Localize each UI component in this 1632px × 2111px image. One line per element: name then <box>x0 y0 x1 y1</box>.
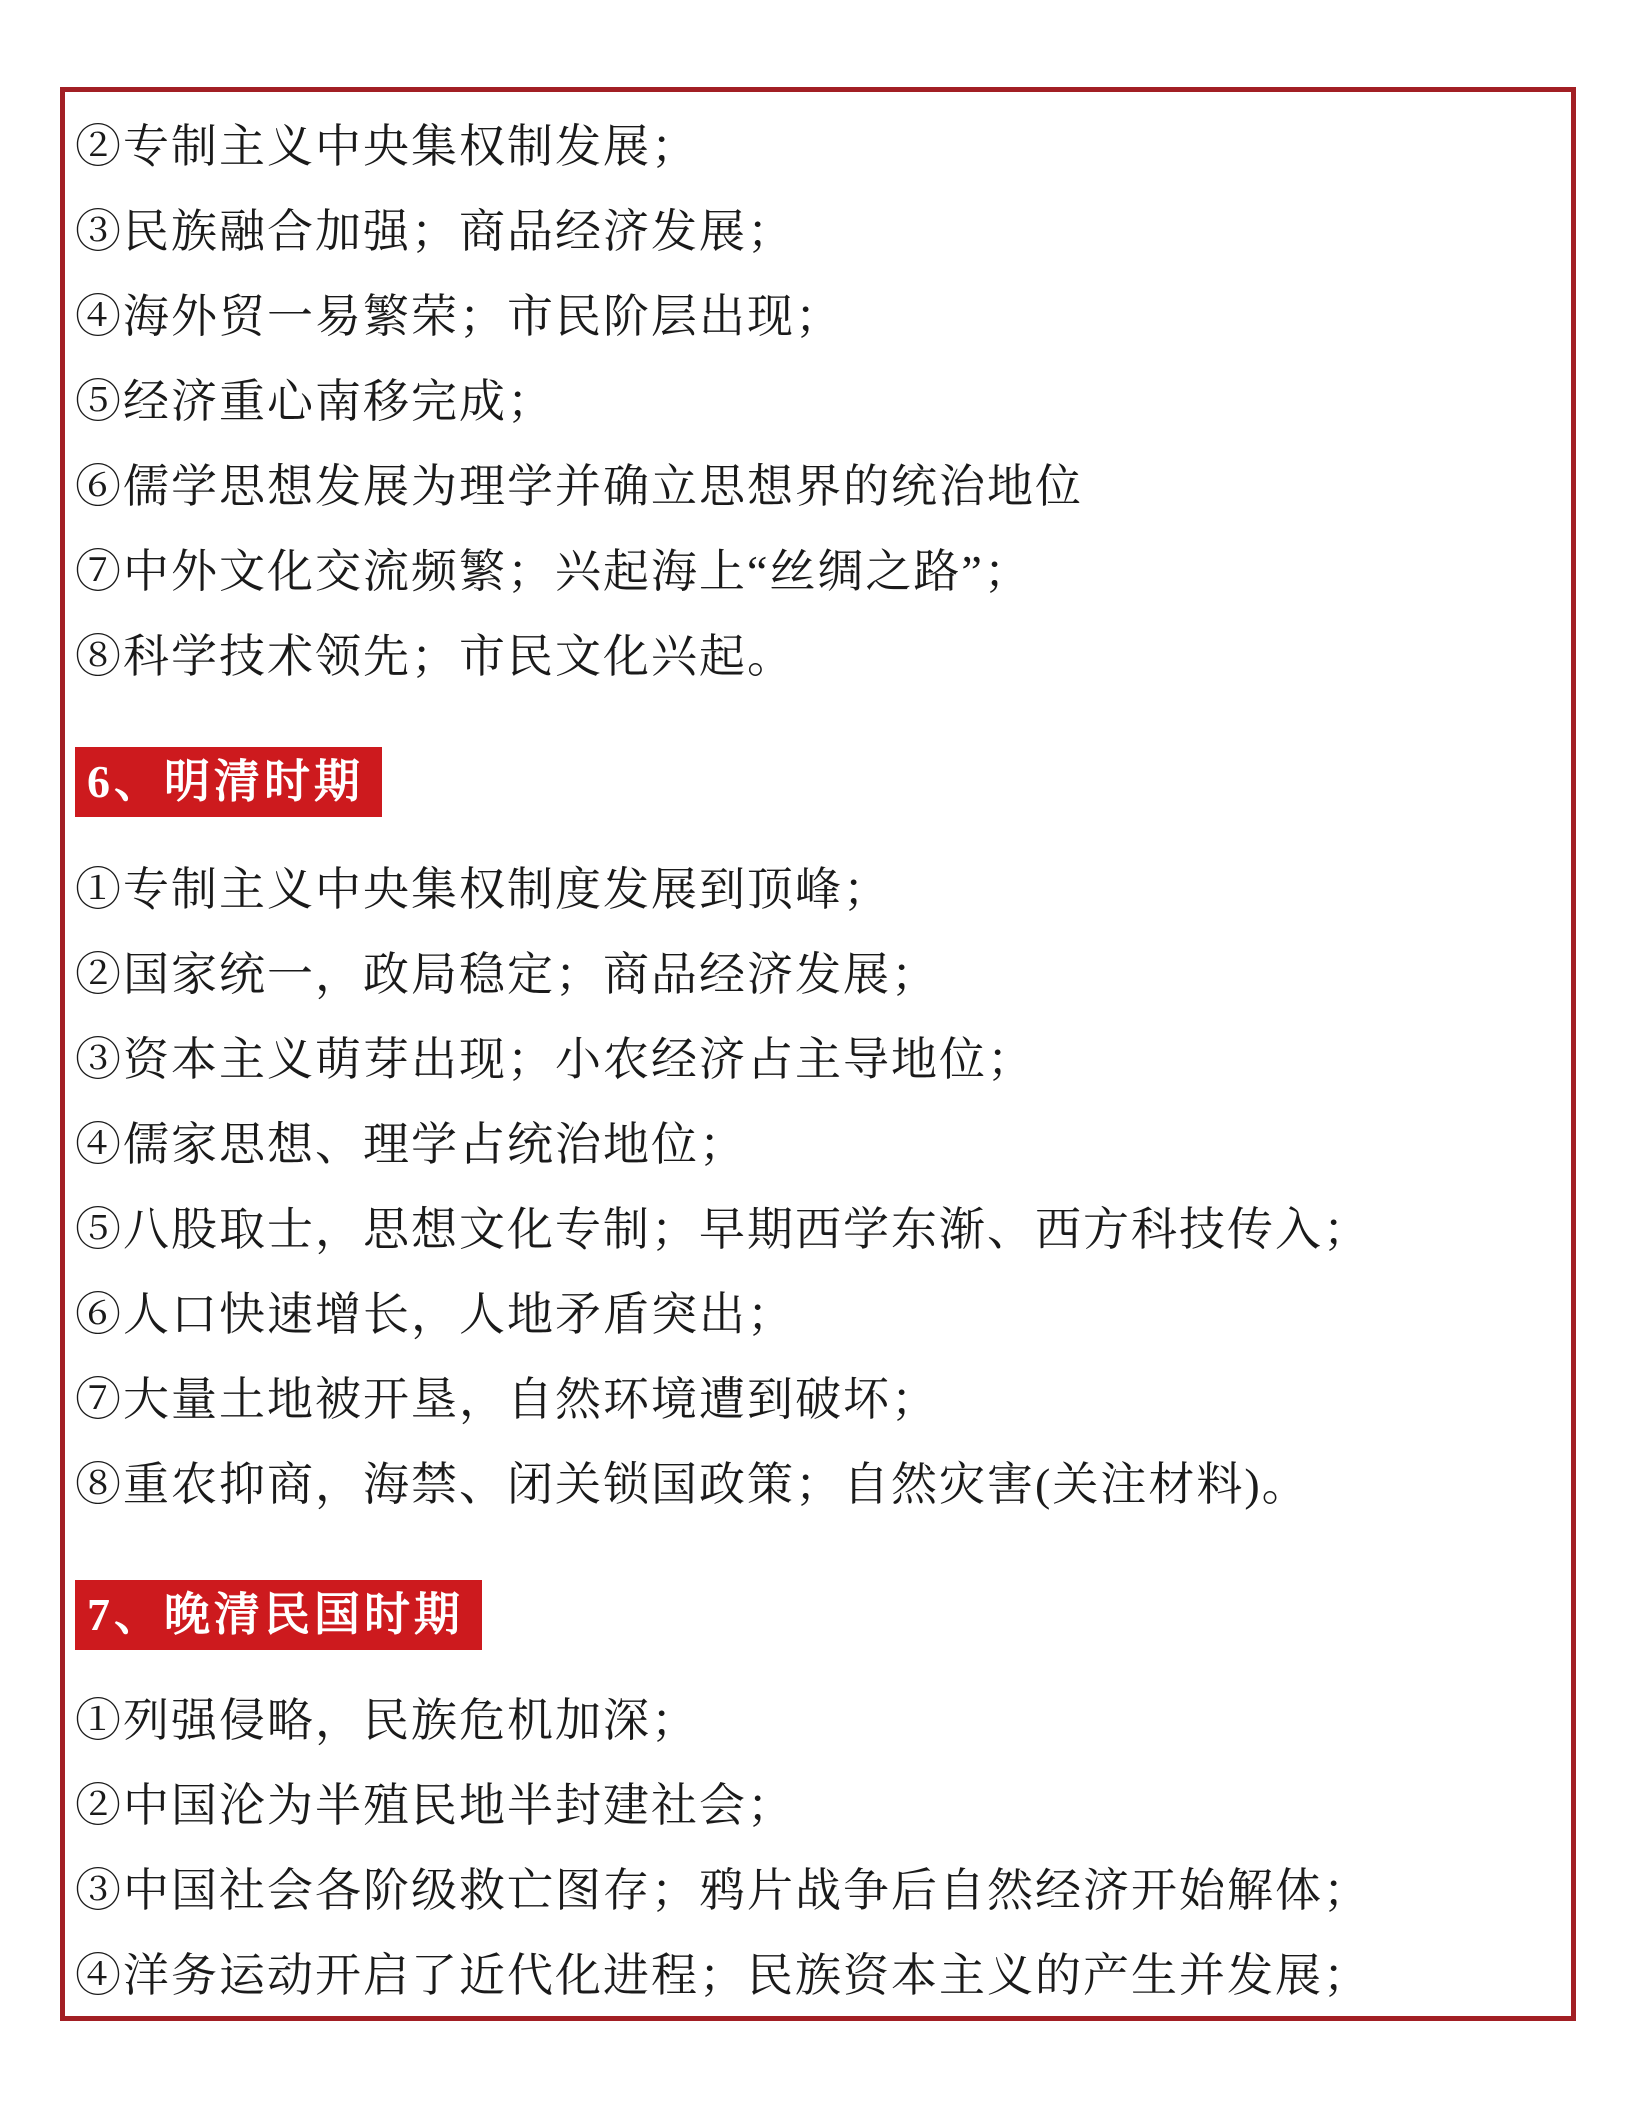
list-item: ⑥儒学思想发展为理学并确立思想界的统治地位 <box>75 461 1083 512</box>
list-item: ①列强侵略，民族危机加深； <box>75 1695 699 1746</box>
list-item: ②专制主义中央集权制发展； <box>75 121 699 172</box>
list-item: ①专制主义中央集权制度发展到顶峰； <box>75 864 891 915</box>
section-header-late-qing-republic: 7、晚清民国时期 <box>75 1580 482 1650</box>
list-item: ③中国社会各阶级救亡图存；鸦片战争后自然经济开始解体； <box>75 1865 1371 1916</box>
list-item: ④洋务运动开启了近代化进程；民族资本主义的产生并发展； <box>75 1950 1371 2001</box>
section-late-qing-republic-items <box>75 1678 1553 2018</box>
list-item: ④儒家思想、理学占统治地位； <box>75 1119 747 1170</box>
section-header-ming-qing: 6、明清时期 <box>75 747 382 817</box>
list-item: ⑤八股取士，思想文化专制；早期西学东渐、西方科技传入； <box>75 1204 1371 1255</box>
list-item: ④海外贸一易繁荣；市民阶层出现； <box>75 291 843 342</box>
list-item: ⑦中外文化交流频繁；兴起海上“丝绸之路”； <box>75 546 1032 597</box>
list-item: ⑧重农抑商，海禁、闭关锁国政策；自然灾害(关注材料)。 <box>75 1459 1310 1510</box>
list-item: ③民族融合加强；商品经济发展； <box>75 206 795 257</box>
list-item: ②国家统一，政局稳定；商品经济发展； <box>75 949 939 1000</box>
list-item: ③资本主义萌芽出现；小农经济占主导地位； <box>75 1034 1035 1085</box>
list-item: ⑦大量土地被开垦，自然环境遭到破坏； <box>75 1374 939 1425</box>
content-frame <box>60 87 1576 2021</box>
section-ming-qing-items <box>75 847 1553 1527</box>
list-item: ②中国沦为半殖民地半封建社会； <box>75 1780 795 1831</box>
list-item: ⑧科学技术领先；市民文化兴起。 <box>75 631 795 682</box>
list-item: ⑤经济重心南移完成； <box>75 376 555 427</box>
list-item: ⑥人口快速增长，人地矛盾突出； <box>75 1289 795 1340</box>
section-previous-period-items <box>75 104 1553 699</box>
